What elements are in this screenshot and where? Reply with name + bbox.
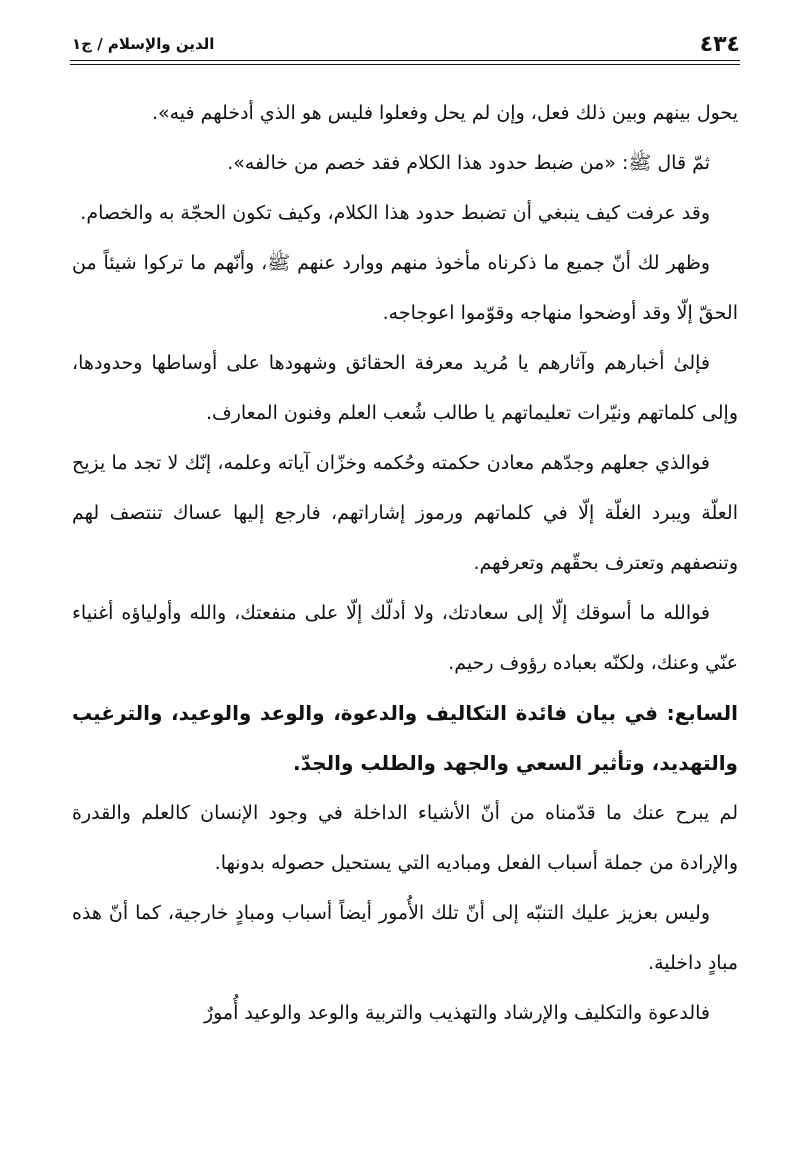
paragraph-6: فوالذي جعلهم وجدّهم معادن حكمته وحُكمه وخزّان آياته وعلمه، إنّك لا تجد ما يزيح العلّة ويبرد الغلّة إلّا في كلماتهم ورموز إشاراتهم، فارجع إليها عساك تنتصف لهم وتنصفهم وتعترف بحقّهم وتعرفهم.: [72, 452, 738, 574]
paragraph-1: يحول بينهم وبين ذلك فعل، وإن لم يحل وفعلوا فليس هو الذي أدخلهم فيه».: [151, 102, 738, 124]
paragraph-5: فإلىٰ أخبارهم وآثارهم يا مُريد معرفة الحقائق وشهودها على أوساطها وحدودها، وإلى كلماتهم ونيّرات تعليماتهم يا طالب شُعب العلم وفنون المعارف.: [72, 352, 738, 424]
paragraph-10: وليس بعزيز عليك التنبّه إلى أنّ تلك الأُمور أيضاً أسباب ومبادٍ خارجية، كما أنّ هذه مبادٍ داخلية.: [72, 902, 738, 974]
paragraph-3: وقد عرفت كيف ينبغي أن تضبط حدود هذا الكلام، وكيف تكون الحجّة به والخصام.: [80, 202, 710, 224]
paragraph-11: فالدعوة والتكليف والإرشاد والتهذيب والتربية والوعد والوعيد أُمورٌ: [203, 1002, 710, 1024]
page-number: ٤٣٤: [699, 31, 740, 57]
page-header: [72, 30, 740, 58]
running-title: الدين والإسلام / ج١: [72, 35, 215, 53]
paragraph-7: فوالله ما أسوقك إلّا إلى سعادتك، ولا أدلّك إلّا على منفعتك، والله وأولياؤه أغنياء عنّي وعنك، ولكنّه بعباده رؤوف رحيم.: [72, 602, 738, 674]
paragraph-2: ثمّ قال ﷺ: «من ضبط حدود هذا الكلام فقد خصم من خالفه».: [227, 152, 710, 174]
paragraph-9: لم يبرح عنك ما قدّمناه من أنّ الأشياء الداخلة في وجود الإنسان كالعلم والقدرة والإرادة من جملة أسباب الفعل ومباديه التي يستحيل حصوله بدونها.: [72, 802, 738, 874]
section-heading-paragraph: السابع: في بيان فائدة التكاليف والدعوة، والوعد والوعيد، والترغيب والتهديد، وتأثير السعي والجهد والطلب والجدّ.: [72, 701, 738, 775]
paragraph-4: وظهر لك أنّ جميع ما ذكرناه مأخوذ منهم ووارد عنهم ﷺ، وأنّهم ما تركوا شيئاً من الحقّ إلّا وقد أوضحوا منهاجه وقوّموا اعوجاجه.: [72, 252, 738, 324]
header-rule-top: [70, 60, 740, 61]
page-body: [72, 88, 738, 1038]
header-rule-bottom: [70, 64, 740, 65]
